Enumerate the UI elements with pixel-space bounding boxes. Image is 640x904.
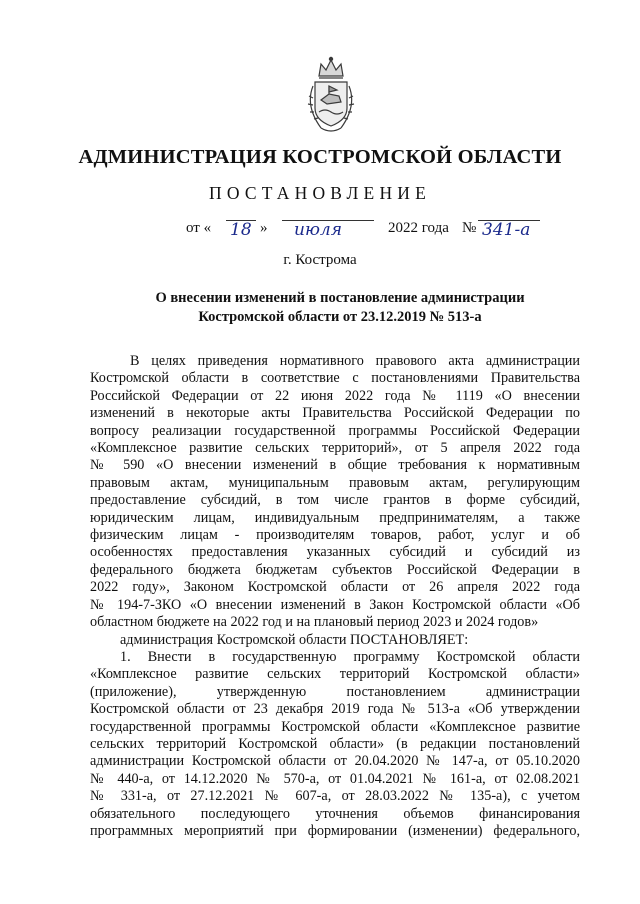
body-line: обязательного последующего уточнения объемов финансирования [90,805,580,822]
body-line: «Комплексное развитие сельских территорий Костромской области» [90,666,580,683]
body-line: изменений в некоторые акты Правительства Российской Федерации по [90,405,580,422]
body-line: программных мероприятий при формировании (изменении) федерального, [90,822,580,839]
body-line: 2022 году», Законом Костромской области от 26 апреля 2022 года [90,579,580,596]
body-line: областном бюджете на 2022 год и на плановый период 2023 и 2024 годов» [90,614,539,631]
body-line: государственной программы Костромской области «Комплексное развитие [90,718,580,735]
document-body [90,353,580,840]
title-line: Костромской области от 23.12.2019 № 513-а [198,309,482,325]
body-line: № 590 «О внесении изменений в общие требования к нормативным [90,457,580,474]
body-line: «Комплексное развитие сельских территорий», от 5 апреля 2022 года [90,440,580,457]
body-line: физическим лицам - производителям товаров, работ, услуг и об [90,527,580,544]
date-day-handwritten: 18 [230,220,252,240]
body-line: правовым актам, муниципальным правовым актам, регулирующим [90,474,580,491]
body-line: № 331-а, от 27.12.2021 № 607-а, от 28.03.2022 № 135-а), с учетом [90,788,580,805]
document-title [120,289,560,327]
body-line: федерального бюджета бюджетам субъектов Российской Федерации в [90,561,580,578]
body-line: администрации Костромской области от 20.04.2020 № 147-а, от 05.10.2020 [90,753,580,770]
title-line: О внесении изменений в постановление администрации [155,290,525,306]
issuing-authority: АДМИНИСТРАЦИЯ КОСТРОМСКОЙ ОБЛАСТИ [78,146,562,168]
body-line: Костромской области от 23 декабря 2019 года № 513-а «Об утверждении [90,701,580,718]
body-line: № 440-а, от 14.12.2020 № 570-а, от 01.04.2021 № 161-а, от 02.08.2021 [90,770,580,787]
date-year: 2022 года [388,220,449,236]
body-line: № 194-7-ЗКО «О внесении изменений в Закон Костромской области «Об [90,596,580,613]
body-line: Костромской области в соответствие с постановлениями Правительства [90,370,580,387]
body-line: (приложение), утвержденную постановлением администрации [90,683,580,700]
decree-number-handwritten: 341-а [482,220,531,240]
body-line: В целях приведения нормативного правового акта администрации [130,353,580,369]
date-number-line [186,217,586,243]
body-line: 1. Внести в государственную программу Костромской области [120,648,580,665]
number-underline [478,220,540,221]
month-underline [282,220,374,221]
date-suffix: » [260,220,268,236]
number-prefix: № [462,220,477,236]
body-line: предоставление субсидий, в том числе грантов в форме субсидий, [90,492,580,509]
body-line: сельских территорий Костромской области» (в редакции постановлений [90,735,580,752]
body-line: особенностях предоставления указанных субсидий и субсидий из [90,544,580,561]
body-line: Российской Федерации от 22 июня 2022 года № 1119 «О внесении [90,387,580,404]
date-prefix: от « [186,220,212,236]
city: г. Кострома [283,252,357,268]
body-line: вопросу реализации государственной программы Российской Федерации [90,422,580,439]
document-type: ПОСТАНОВЛЕНИЕ [208,183,432,203]
day-underline [226,220,256,221]
date-month-handwritten: июля [294,220,342,240]
body-line: юридическим лицам, индивидуальным предпринимателям, а также [90,509,580,526]
body-line: администрация Костромской области ПОСТАНОВЛЯЕТ: [120,631,469,648]
coat-of-arms-icon [299,56,363,136]
